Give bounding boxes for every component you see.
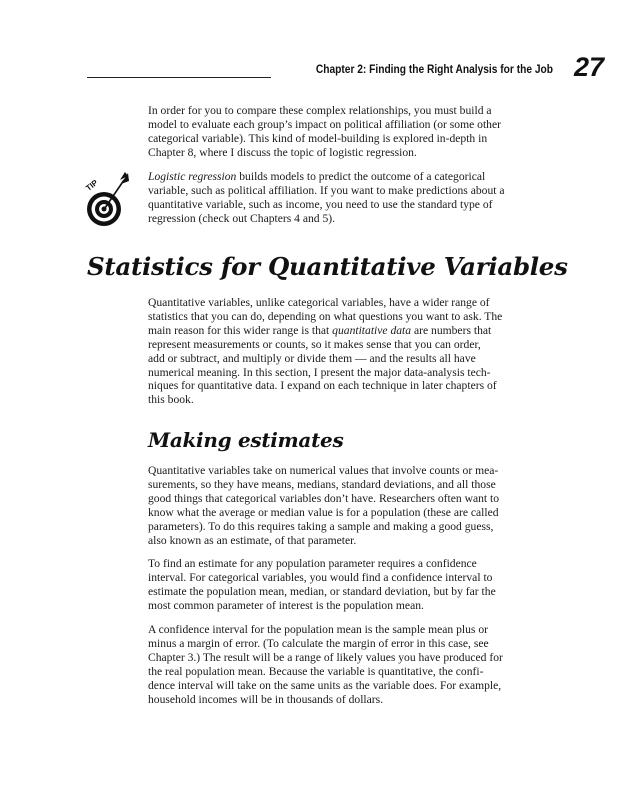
text-line: interval. For categorical variables, you would find a confidence interval to bbox=[148, 570, 493, 584]
text-line: household incomes will be in thousands of dollars. bbox=[148, 692, 384, 706]
text-line: Quantitative variables take on numerical values that involve counts or mea- bbox=[148, 464, 499, 477]
text-line: In order for you to compare these complex relationships, you must build a bbox=[148, 104, 492, 117]
text-line: represent measurements or counts, so it makes sense that you can order, bbox=[148, 337, 481, 351]
page-number: 27 bbox=[574, 52, 605, 82]
text-line: this book. bbox=[148, 393, 194, 407]
text-line: minus a margin of error. (To calculate the margin of error in this case, see bbox=[148, 636, 489, 650]
section-paragraph bbox=[148, 296, 550, 407]
text-line: Quantitative variables, unlike categorical variables, have a wider range of bbox=[148, 296, 490, 309]
text-line: Chapter 8, where I discuss the topic of logistic regression. bbox=[148, 145, 417, 159]
text-line: main reason for this wider range is that quantitative data are numbers that bbox=[148, 323, 492, 337]
term-quantitative-data: quantitative data bbox=[332, 323, 412, 337]
text-line: know what the average or median value is for a population (these are called bbox=[148, 505, 499, 519]
running-header: Chapter 2: Finding the Right Analysis for the Job bbox=[315, 63, 553, 76]
text-line: good things that categorical variables don’t have. Researchers often want to bbox=[148, 491, 500, 505]
text-line: categorical variable). This kind of model-building is explored in-depth in bbox=[148, 131, 488, 145]
text-line: surements, so they have means, medians, standard deviations, and all those bbox=[148, 477, 496, 491]
text-line: model to evaluate each group’s impact on political affiliation (or some other bbox=[148, 117, 501, 131]
text-line: quantitative variable, such as income, you need to use the standard type of bbox=[148, 197, 493, 211]
text-line: add or subtract, and multiply or divide them — and the results all have bbox=[148, 351, 476, 365]
text-line: dence interval will take on the same units as the variable does. For example, bbox=[148, 678, 502, 692]
subsection-heading: Making estimates bbox=[148, 428, 344, 452]
text-line: niques for quantitative data. I expand on each technique in later chapters of bbox=[148, 379, 497, 393]
term-logistic-regression: Logistic regression bbox=[148, 170, 237, 183]
text-line: parameters). To do this requires taking a sample and making a good guess, bbox=[148, 519, 494, 533]
text-line: Logistic regression builds models to predict the outcome of a categorical bbox=[148, 170, 486, 183]
text-line: statistics that you can do, depending on what questions you want to ask. The bbox=[148, 309, 503, 323]
text-line: the real population mean. Because the variable is quantitative, the confi- bbox=[148, 664, 484, 678]
text-line: most common parameter of interest is the population mean. bbox=[148, 598, 424, 612]
section-heading: Statistics for Quantitative Variables bbox=[87, 252, 568, 281]
text-line: estimate the population mean, median, or standard deviation, but by far the bbox=[148, 584, 496, 598]
tip-label: TIP bbox=[84, 178, 100, 193]
text-line: numerical meaning. In this section, I present the major data-analysis tech- bbox=[148, 365, 491, 379]
estimates-paragraph-3 bbox=[148, 623, 550, 706]
text-line: Chapter 3.) The result will be a range of likely values you have produced for bbox=[148, 650, 503, 664]
estimates-paragraph-1 bbox=[148, 464, 550, 547]
estimates-paragraph-2 bbox=[148, 557, 550, 613]
text-line: regression (check out Chapters 4 and 5). bbox=[148, 211, 336, 225]
header-rule bbox=[87, 77, 271, 78]
text-line: To find an estimate for any population parameter requires a confidence bbox=[148, 557, 477, 570]
tip-target-icon bbox=[84, 168, 136, 230]
text-line: A confidence interval for the population mean is the sample mean plus or bbox=[148, 623, 488, 636]
text-line: also known as an estimate, of that parameter. bbox=[148, 533, 357, 547]
intro-paragraph bbox=[148, 104, 550, 160]
tip-paragraph bbox=[148, 170, 550, 226]
text-line: variable, such as political affiliation. If you want to make predictions about a bbox=[148, 183, 505, 197]
